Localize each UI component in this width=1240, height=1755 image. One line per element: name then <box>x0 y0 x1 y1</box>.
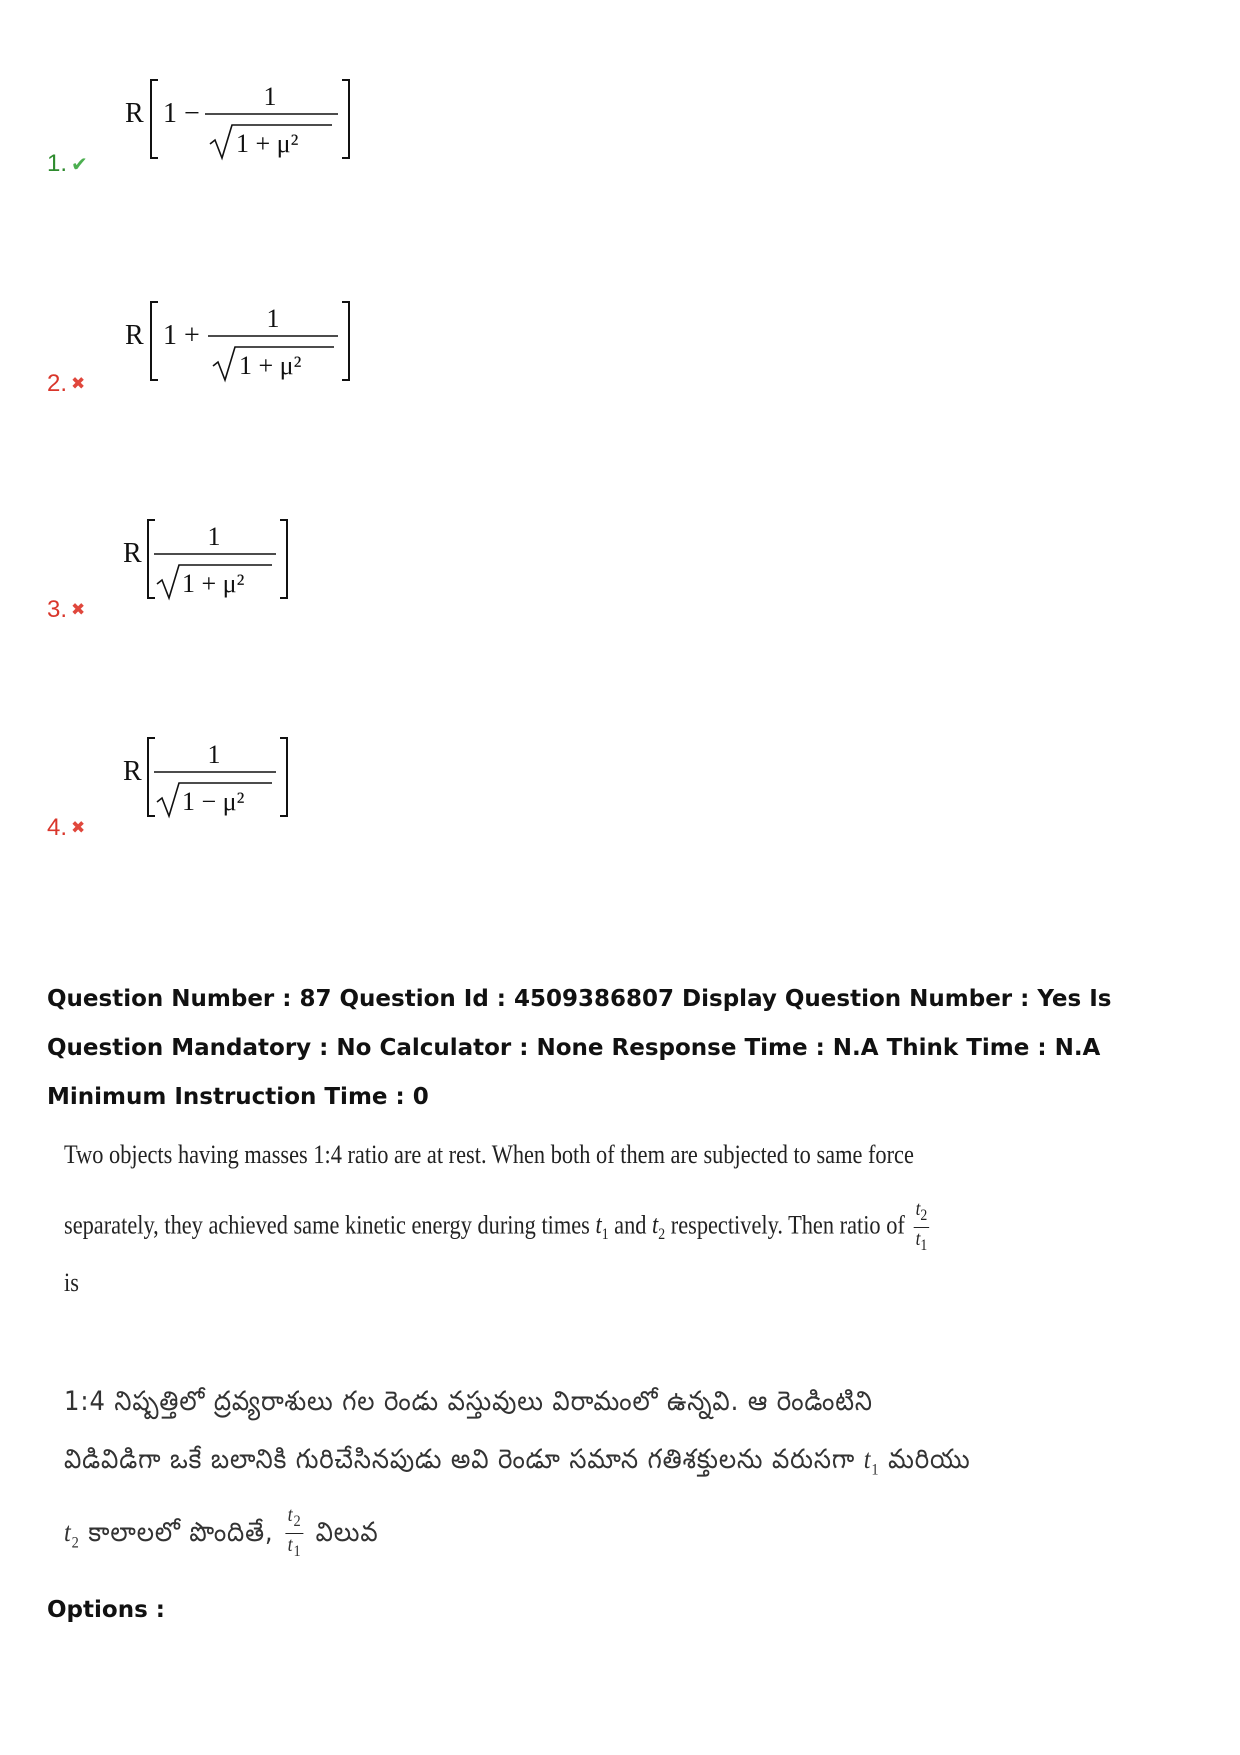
formula-prefix: R <box>123 538 142 569</box>
formula-radicand: 1 + μ² <box>182 569 245 598</box>
formula-numerator: 1 <box>207 522 221 551</box>
var-t2: $t_2$ <box>652 1210 666 1244</box>
formula-prefix: R <box>125 98 144 129</box>
formula-prefix: R <box>123 756 142 787</box>
option-2-formula <box>120 292 360 392</box>
option-number: 1. <box>47 150 68 177</box>
option-2-label <box>47 370 85 398</box>
ratio-fraction: $\frac{t_2}{t_1}$ <box>287 1504 302 1560</box>
option-4 <box>0 728 1240 908</box>
question-english <box>64 1140 1010 1340</box>
question-meta: Question Number : 87 Question Id : 4509386807 Display Question Number : Yes Is Question Mandatory : No Calculator : None Response Time : N.A Think Time : N.A Minimum Instruction Time : 0 <box>47 986 1112 1110</box>
formula-lead: 1 + <box>163 320 200 351</box>
option-1-formula <box>120 70 360 170</box>
option-3 <box>0 510 1240 690</box>
option-number: 3. <box>47 596 68 623</box>
option-number: 4. <box>47 814 68 841</box>
cross-icon: ✖ <box>71 818 86 837</box>
formula-radicand: 1 − μ² <box>182 787 245 816</box>
telugu-line-3: $t_2$ కాలాలలో పొందితే, $\frac{t_2}{t_1}$ విలువ <box>64 1504 379 1563</box>
question-telugu <box>64 1386 1054 1566</box>
formula-prefix: R <box>125 320 144 351</box>
formula-radicand: 1 + μ² <box>239 351 302 380</box>
var-t1: $t_1$ <box>863 1444 880 1479</box>
question-line-2 <box>64 1198 932 1257</box>
formula-numerator: 1 <box>207 740 221 769</box>
question-text-c: respectively. Then ratio of <box>670 1210 905 1240</box>
option-4-label <box>47 814 85 842</box>
telugu-line-1: 1:4 నిష్పత్తిలో ద్రవ్యరాశులు గల రెండు వస్తువులు విరామంలో ఉన్నవి. ఆ రెండింటిని <box>64 1386 873 1417</box>
question-line-3: is <box>64 1268 79 1297</box>
option-2 <box>0 292 1240 472</box>
question-line-1: Two objects having masses 1:4 ratio are at rest. When both of them are subjected to same force <box>64 1140 914 1169</box>
ratio-fraction: $\frac{t_2}{t_1}$ <box>915 1198 928 1254</box>
option-3-label <box>47 596 85 624</box>
option-3-formula <box>120 510 320 610</box>
option-number: 2. <box>47 370 68 397</box>
formula-numerator: 1 <box>263 82 277 111</box>
formula-lead: 1 − <box>163 98 200 129</box>
check-icon: ✔ <box>71 153 88 176</box>
telugu-line-2: విడివిడిగా ఒకే బలానికి గురిచేసినపుడు అవి రెండూ సమాన గతిశక్తులను వరుసగా $t_1$ మరియు <box>64 1444 971 1479</box>
options-heading: Options : <box>47 1597 165 1623</box>
formula-radicand: 1 + μ² <box>236 129 299 158</box>
var-t1: $t_1$ <box>595 1210 609 1244</box>
cross-icon: ✖ <box>71 374 86 393</box>
option-4-formula <box>120 728 320 828</box>
var-t2: $t_2$ <box>64 1517 80 1552</box>
option-1 <box>0 70 1240 250</box>
cross-icon: ✖ <box>71 600 86 619</box>
option-1-label <box>47 150 88 178</box>
question-text-a: separately, they achieved same kinetic energy during times <box>64 1210 590 1240</box>
formula-numerator: 1 <box>266 304 280 333</box>
question-text-b: and <box>614 1210 647 1240</box>
